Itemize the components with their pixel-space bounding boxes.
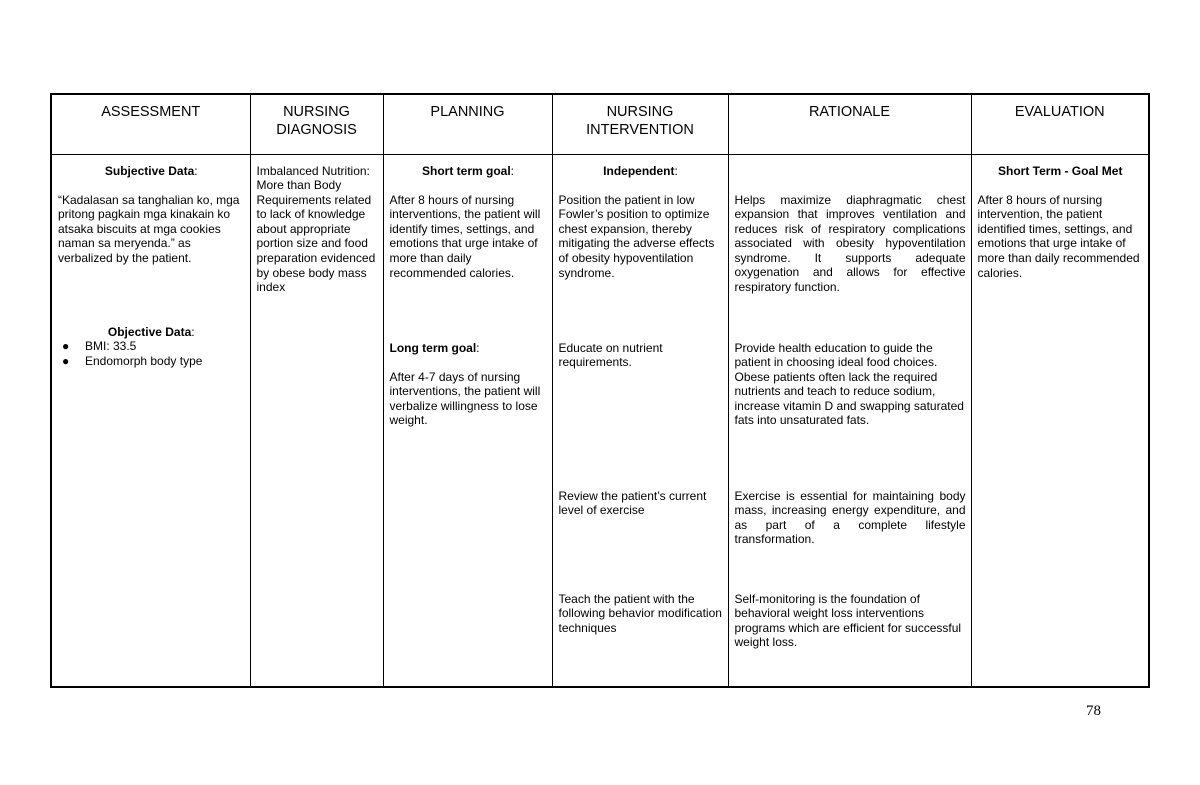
subjective-data-text: “Kadalasan sa tanghalian ko, mga pritong pagkain mga kinakain ko atsaka biscuits at mga cookies naman sa meryenda.” as verbalized by the patient. [58,192,240,266]
long-term-goal-text: After 4-7 days of nursing interventions, the patient will verbalize willingness to lose weight. [389,369,541,428]
intervention-item: Position the patient in low Fowler’s position to optimize chest expansion, thereby mitigating the adverse effects of obesity hypoventilation syndrome. [558,192,715,280]
rationale-item: Helps maximize diaphragmatic chest expansion that improves ventilation and reduces risk of respiratory complications associated with obesity hypoventilation syndrome. It supports adequate oxygenation and allows for effective respiratory function. [734,192,966,295]
intervention-item: Review the patient’s current level of exercise [558,488,707,518]
bullet-icon: ● [62,339,70,354]
evaluation-cell [971,154,1149,687]
objective-data-block [58,325,245,369]
evaluation-text: After 8 hours of nursing intervention, the patient identified times, settings, and emotions that urge intake of more than daily recommended calories. [977,192,1140,280]
short-term-goal-text: After 8 hours of nursing interventions, the patient will identify times, settings, and emotions that urge intake of more than daily recommended calories. [389,192,541,280]
short-term-goal-block [390,164,547,281]
nursing-intervention-cell [552,154,728,687]
rationale-item: Exercise is essential for maintaining body mass, increasing energy expenditure, and as part of a complete lifestyle transformation. [734,488,966,547]
content-row [51,154,1149,687]
rationale-item: Self-monitoring is the foundation of behavioral weight loss interventions programs which are efficient for successful weight loss. [734,591,962,650]
intervention-item: Educate on nutrient requirements. [558,340,663,370]
nursing-care-plan-table [50,93,1150,688]
header-row [51,94,1149,154]
subjective-data-heading: Subjective Data: [104,163,198,178]
long-term-goal-block [390,341,547,429]
objective-item-bmi: ● BMI: 33.5 [62,339,137,354]
header-planning: PLANNING [383,94,552,154]
intervention-item: Teach the patient with the following behavior modification techniques [558,591,722,635]
evaluation-heading: Short Term - Goal Met [998,163,1123,178]
long-term-goal-heading: Long term goal: [389,340,480,355]
nursing-diagnosis-cell [250,154,383,687]
header-rationale: RATIONALE [728,94,971,154]
planning-cell [383,154,552,687]
assessment-cell [51,154,250,687]
header-nursing-diagnosis: NURSING DIAGNOSIS [250,94,383,154]
independent-heading: Independent: [603,163,678,178]
page-number: 78 [1086,703,1101,719]
subjective-data-block [58,164,245,266]
objective-data-list [58,339,245,368]
header-nursing-intervention: NURSING INTERVENTION [552,94,728,154]
objective-data-heading: Objective Data: [107,324,195,339]
nursing-diagnosis-text: Imbalanced Nutrition: More than Body Requirements related to lack of knowledge about appropriate portion size and food preparation evidenced by obese body mass index [256,163,376,295]
rationale-cell [728,154,971,687]
objective-item-body-type: ● Endomorph body type [62,353,203,368]
bullet-icon: ● [62,353,70,368]
rationale-item: Provide health education to guide the patient in choosing ideal food choices. Obese patients often lack the required nutrients and teach to reduce sodium, increase vitamin D and swapping saturated fats into unsaturated fats. [734,340,964,428]
header-assessment: ASSESSMENT [51,94,250,154]
header-evaluation: EVALUATION [971,94,1149,154]
short-term-goal-heading: Short term goal: [421,163,515,178]
